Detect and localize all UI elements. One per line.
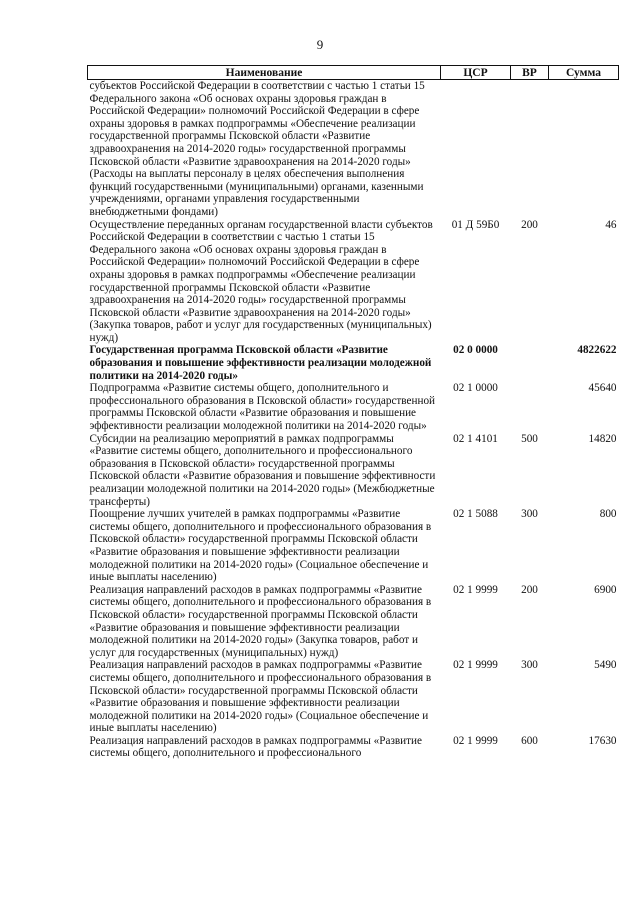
- header-vr: ВР: [511, 66, 549, 80]
- cell-name: Реализация направлений расходов в рамках подпрограммы «Развитие системы общего, дополнительного и профессионального образования в Псковской области» государственной программы Псковской области «Развитие образования и повышение эффективности реализации молодежной политики на 2014-2020 годы» (Социальное обеспечение и иные выплаты населению): [89, 659, 432, 735]
- cell-vr: 500: [521, 432, 538, 445]
- cell-name: Реализация направлений расходов в рамках подпрограммы «Развитие системы общего, дополнительного и профессионального: [89, 734, 422, 760]
- cell-sum: 800: [599, 508, 617, 521]
- cell-sum: 45640: [588, 382, 617, 395]
- cell-vr: [511, 80, 549, 219]
- cell-sum: 46: [605, 218, 617, 231]
- cell-csr: 02 1 0000: [453, 382, 498, 395]
- table-row: [88, 735, 619, 760]
- cell-csr: [441, 80, 511, 219]
- header-name: Наименование: [88, 66, 441, 80]
- page-number: 9: [316, 37, 324, 52]
- cell-csr: 02 1 9999: [453, 659, 498, 672]
- cell-vr: 200: [521, 583, 538, 596]
- header-sum: Сумма: [549, 66, 619, 80]
- table-header-row: [88, 66, 619, 80]
- cell-vr: 300: [521, 659, 538, 672]
- budget-table: [87, 65, 619, 760]
- cell-vr: 300: [521, 508, 538, 521]
- table-row: [88, 508, 619, 584]
- cell-name: Осуществление переданных органам государственной власти субъектов Российской Федерации в соответствии с частью 1 статьи 15 Федерального закона «Об основах охраны здоровья граждан в Российской Федерации» полномочий Российской Федерации в сфере охраны здоровья в рамках подпрограммы «Обеспечение реализации государственной программы Псковской области «Развитие здравоохранения на 2014-2020 годы» государственной программы Псковской области «Развитие здравоохранения на 2014-2020 годы» (Закупка товаров, работ и услуг для государственных (муниципальных) нужд): [89, 218, 433, 344]
- table-row: [88, 433, 619, 509]
- cell-name: Поощрение лучших учителей в рамках подпрограммы «Развитие системы общего, дополнительного и профессионального образования в Псковской области» государственной программы Псковской области «Развитие образования и повышение эффективности реализации молодежной политики на 2014-2020 годы» (Социальное обеспечение и иные выплаты населению): [89, 508, 432, 584]
- cell-csr: 02 1 9999: [453, 734, 498, 747]
- cell-sum: 6900: [594, 583, 617, 596]
- table-row: [88, 382, 619, 432]
- cell-csr: 02 1 5088: [453, 508, 498, 521]
- cell-sum: 5490: [594, 659, 617, 672]
- cell-sum: 14820: [588, 432, 617, 445]
- cell-csr: 02 0 0000: [453, 344, 498, 357]
- table-row: [88, 344, 619, 382]
- cell-csr: 01 Д 59Б0: [451, 218, 500, 231]
- cell-csr: 02 1 4101: [453, 432, 498, 445]
- cell-sum: 17630: [588, 734, 617, 747]
- table-row: [88, 219, 619, 345]
- cell-vr: 600: [521, 734, 538, 747]
- cell-name: Реализация направлений расходов в рамках подпрограммы «Развитие системы общего, дополнительного и профессионального образования в Псковской области» государственной программы Псковской области «Развитие образования и повышение эффективности реализации молодежной политики на 2014-2020 годы» (Закупка товаров, работ и услуг для государственных (муниципальных) нужд): [89, 583, 432, 659]
- table-row: [88, 80, 619, 219]
- header-csr: ЦСР: [441, 66, 511, 80]
- cell-name: Субсидии на реализацию мероприятий в рамках подпрограммы «Развитие системы общего, дополнительного и профессионального образования в Псковской области» государственной программы Псковской области «Развитие образования и повышение эффективности реализации молодежной политики на 2014-2020 годы» (Межбюджетные трансферты): [89, 432, 436, 508]
- table-row: [88, 584, 619, 660]
- cell-name: Государственная программа Псковской области «Развитие образования и повышение эффективности реализации молодежной политики на 2014-2020 годы»: [89, 344, 432, 382]
- cell-name: Подпрограмма «Развитие системы общего, дополнительного и профессионального образования в Псковской области» государственной программы Псковской области «Развитие образования и повышение эффективности реализации молодежной политики на 2014-2020 годы»: [89, 382, 436, 433]
- cell-vr: [511, 382, 549, 432]
- table-row: [88, 659, 619, 735]
- cell-vr: [511, 344, 549, 382]
- cell-name: субъектов Российской Федерации в соответствии с частью 1 статьи 15 Федерального закона «Об основах охраны здоровья граждан в Российской Федерации» полномочий Российской Федерации в сфере охраны здоровья в рамках подпрограммы «Обеспечение реализации государственной программы Псковской области «Развитие здравоохранения на 2014-2020 годы» государственной программы Псковской области «Развитие здравоохранения на 2014-2020 годы» (Расходы на выплаты персоналу в целях обеспечения выполнения функций государственными (муниципальными) органами, казенными учреждениями, органами управления государственными внебюджетными фондами): [89, 80, 425, 218]
- cell-csr: 02 1 9999: [453, 583, 498, 596]
- cell-vr: 200: [521, 218, 538, 231]
- cell-sum: 4822622: [577, 344, 617, 357]
- cell-sum: [549, 80, 619, 219]
